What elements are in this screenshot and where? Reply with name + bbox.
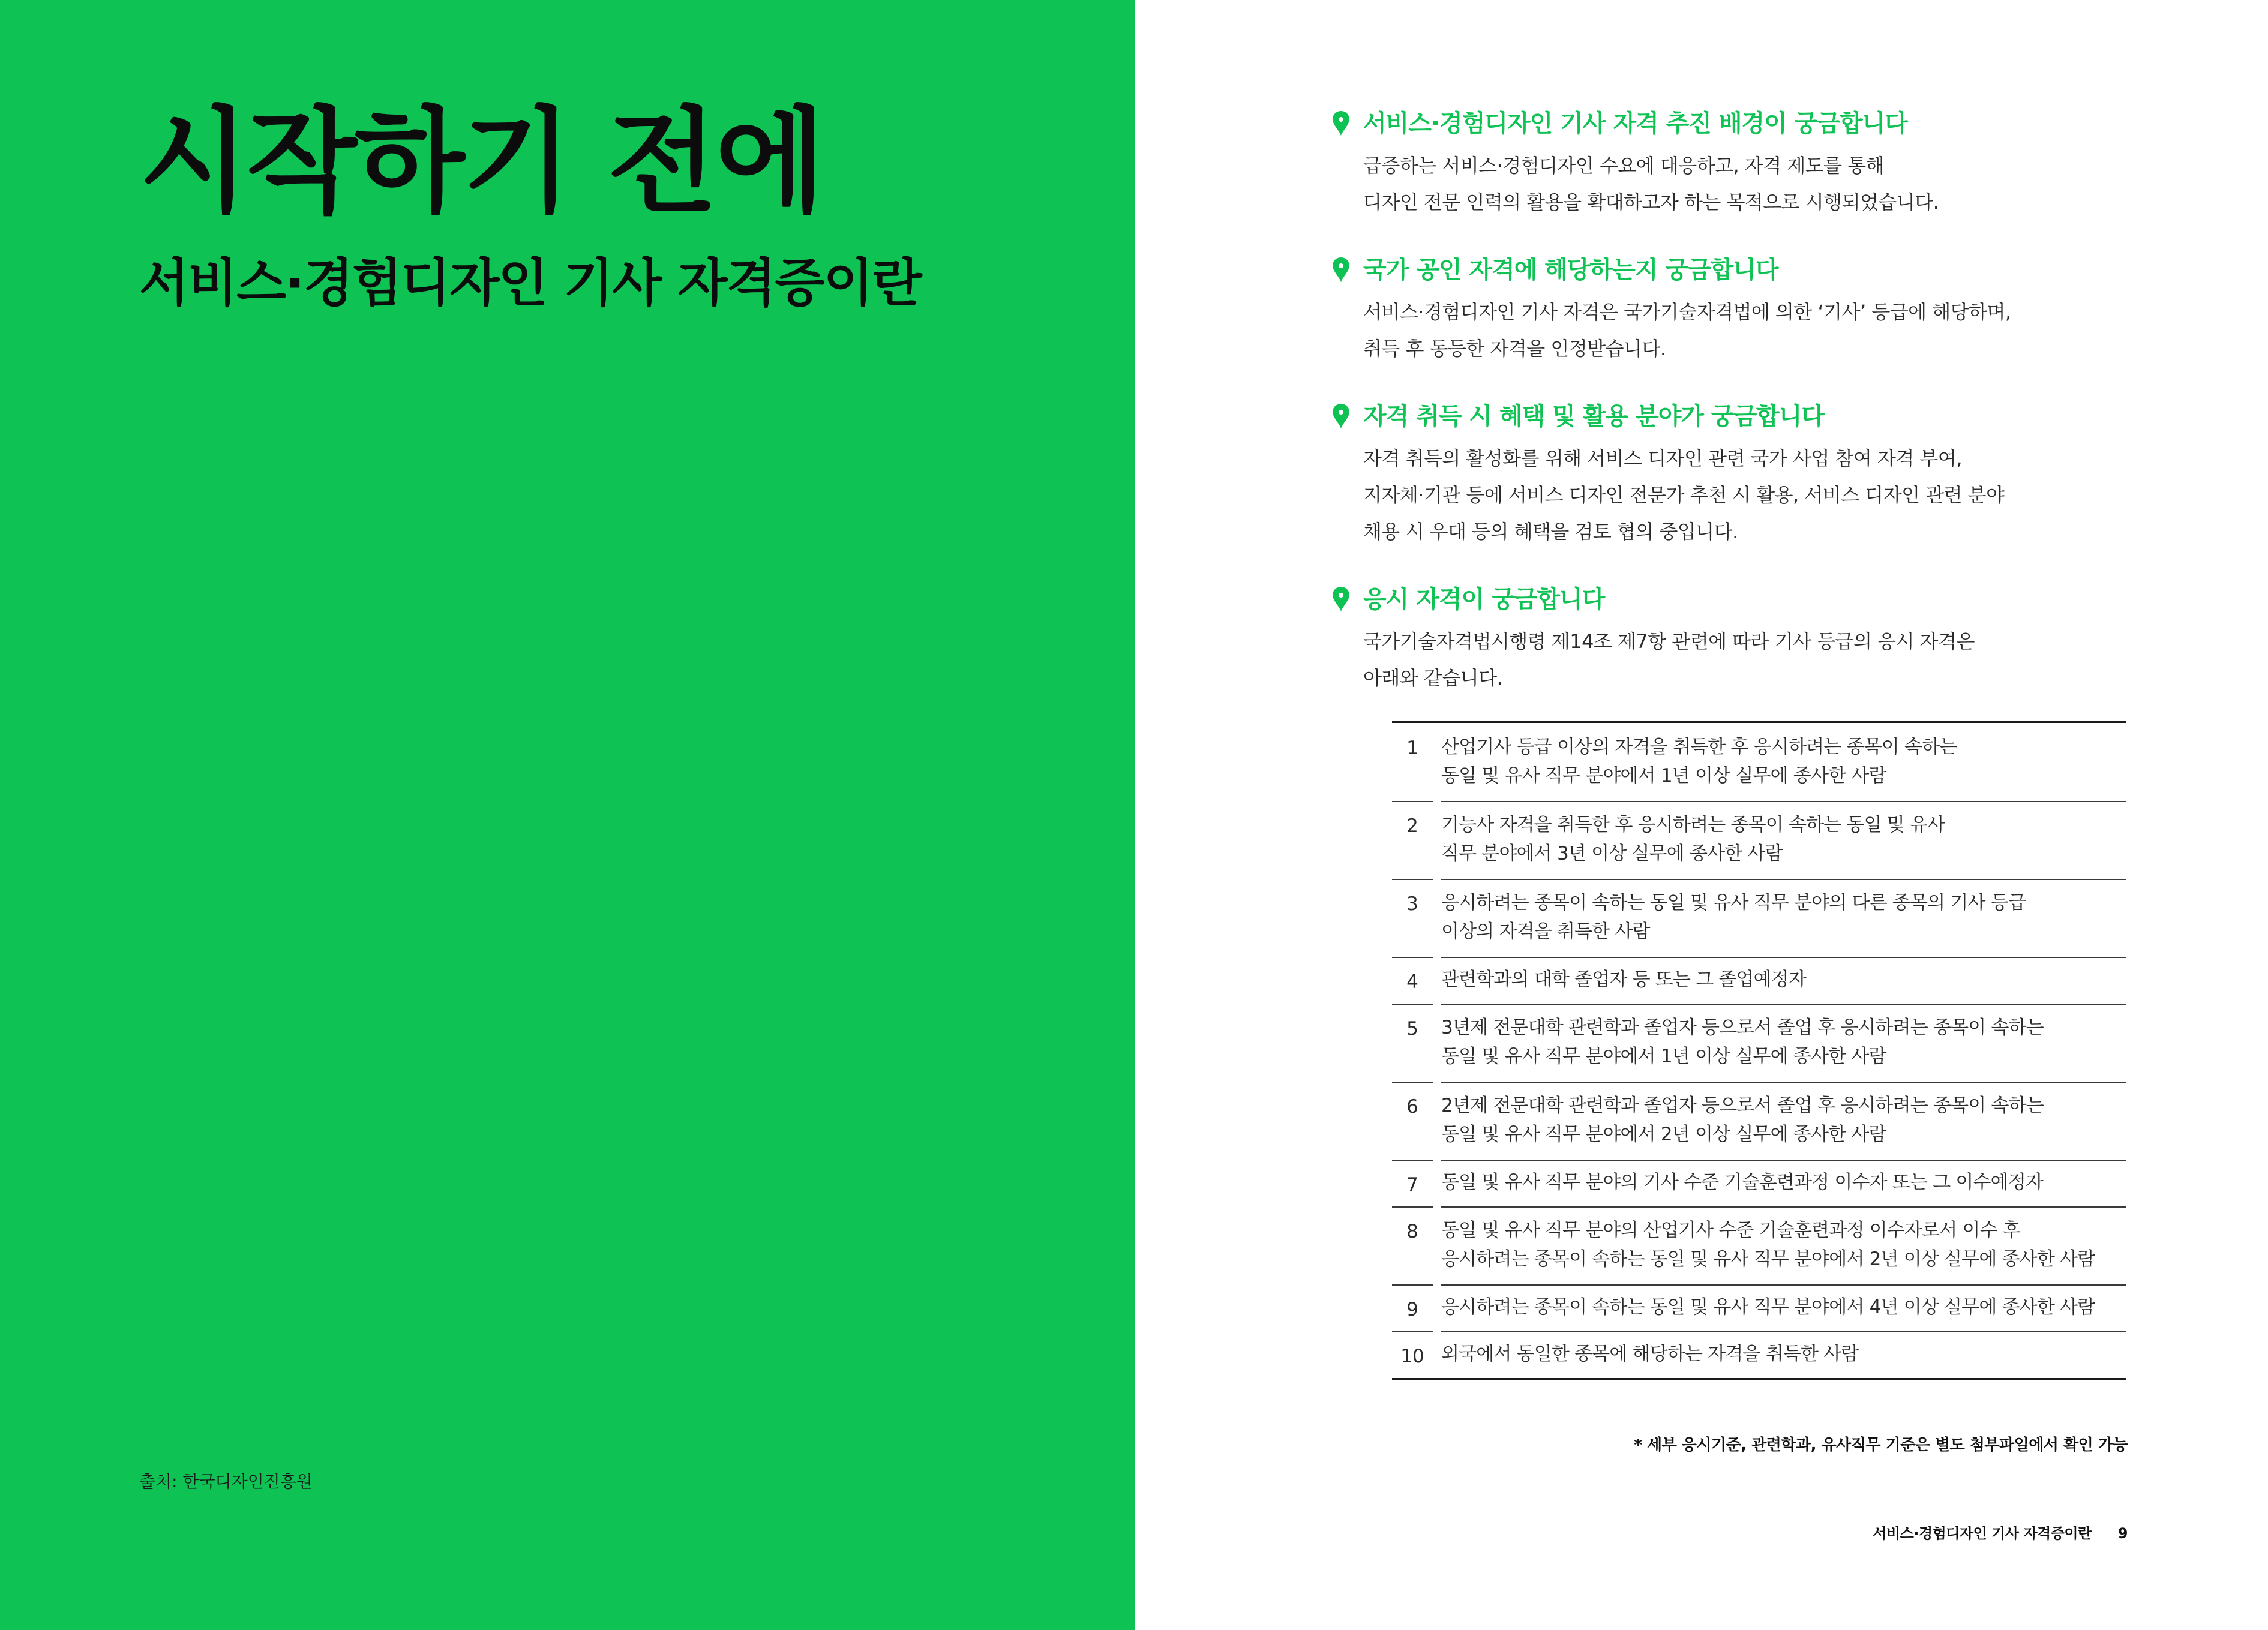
page-number: 9 (2117, 1525, 2128, 1542)
faq-question (1363, 585, 2203, 614)
table-row (1392, 801, 2126, 879)
table-row (1392, 1206, 2126, 1284)
row-text-line: 동일 및 유사 직무 분야의 기사 수준 기술훈련과정 이수자 또는 그 이수예정자 (1441, 1172, 2044, 1193)
faq-question (1363, 256, 2203, 284)
table-row (1392, 957, 2126, 1004)
footnote: * 세부 응시기준, 관련학과, 유사직무 기준은 별도 첨부파일에서 확인 가능 (1634, 1436, 2128, 1454)
location-pin-icon (1332, 257, 1350, 283)
row-text (1441, 1331, 2126, 1378)
faq-answer-line: 채용 시 우대 등의 혜택을 검토 협의 중입니다. (1363, 520, 1738, 543)
row-text-line: 응시하려는 종목이 속하는 동일 및 유사 직무 분야의 다른 종목의 기사 등급 (1441, 892, 2026, 914)
faq-answer-line: 서비스·경험디자인 기사 자격은 국가기술자격법에 의한 ‘기사’ 등급에 해당하며, (1363, 301, 2011, 323)
row-number: 7 (1406, 1174, 1418, 1196)
row-text-line: 동일 및 유사 직무 분야의 산업기사 수준 기술훈련과정 이수자로서 이수 후 (1441, 1220, 2020, 1241)
row-text-line: 동일 및 유사 직무 분야에서 2년 이상 실무에 종사한 사람 (1441, 1124, 1886, 1145)
page-footer (1873, 1521, 2128, 1542)
table-row (1392, 1160, 2126, 1206)
row-number: 8 (1406, 1221, 1418, 1242)
row-text-line: 이상의 자격을 취득한 사람 (1441, 921, 1650, 942)
row-text-line: 외국에서 동일한 종목에 해당하는 자격을 취득한 사람 (1441, 1343, 1859, 1365)
table-row (1392, 1082, 2126, 1160)
row-text (1441, 801, 2126, 879)
faq-answer (1363, 623, 2203, 697)
faq-answer-line: 자격 취득의 활성화를 위해 서비스 디자인 관련 국가 사업 참여 자격 부여, (1363, 447, 1963, 470)
faq-item-background (1363, 109, 2203, 221)
faq-item-certification (1363, 256, 2203, 367)
faq-question-text: 자격 취득 시 혜택 및 활용 분야가 궁금합니다 (1363, 403, 1824, 430)
row-text (1441, 1160, 2126, 1206)
row-number: 9 (1406, 1299, 1418, 1320)
faq-answer (1363, 148, 2203, 221)
row-text (1441, 879, 2126, 957)
faq-answer-line: 디자인 전문 인력의 활용을 확대하고자 하는 목적으로 시행되었습니다. (1363, 191, 1939, 214)
faq-answer (1363, 440, 2203, 550)
row-number: 5 (1406, 1018, 1418, 1040)
row-number: 1 (1406, 737, 1418, 759)
row-text-line: 응시하려는 종목이 속하는 동일 및 유사 직무 분야에서 2년 이상 실무에 종사한 사람 (1441, 1248, 2095, 1270)
row-text (1441, 1206, 2126, 1284)
table-row (1392, 1004, 2126, 1082)
row-text (1441, 1284, 2126, 1331)
row-text-line: 동일 및 유사 직무 분야에서 1년 이상 실무에 종사한 사람 (1441, 765, 1886, 787)
faq-question (1363, 402, 2203, 431)
table-row (1392, 879, 2126, 957)
faq-answer-line: 급증하는 서비스·경험디자인 수요에 대응하고, 자격 제도를 통해 (1363, 154, 1885, 177)
location-pin-icon (1332, 111, 1350, 136)
faq-answer (1363, 294, 2203, 367)
faq-answer-line: 국가기술자격법시행령 제14조 제7항 관련에 따라 기사 등급의 응시 자격은 (1363, 630, 1975, 653)
faq-item-eligibility (1363, 585, 2203, 697)
row-text-line: 2년제 전문대학 관련학과 졸업자 등으로서 졸업 후 응시하려는 종목이 속하는 (1441, 1095, 2044, 1116)
row-text (1441, 957, 2126, 1004)
table-row (1392, 1331, 2126, 1378)
row-number: 10 (1400, 1346, 1424, 1367)
faq-answer-line: 아래와 같습니다. (1363, 667, 1503, 689)
eligibility-table (1392, 721, 2126, 1380)
row-text-line: 관련학과의 대학 졸업자 등 또는 그 졸업예정자 (1441, 969, 1807, 990)
table-row (1392, 723, 2126, 801)
row-text-line: 3년제 전문대학 관련학과 졸업자 등으로서 졸업 후 응시하려는 종목이 속하는 (1441, 1017, 2044, 1038)
faq-question-text: 국가 공인 자격에 해당하는지 궁금합니다 (1363, 256, 1778, 284)
faq-answer-line: 취득 후 동등한 자격을 인정받습니다. (1363, 337, 1666, 360)
row-number: 6 (1406, 1096, 1418, 1118)
page-title: 시작하기 전에 (139, 95, 823, 228)
table-row (1392, 1284, 2126, 1331)
faq-answer-line: 지자체·기관 등에 서비스 디자인 전문가 추천 시 활용, 서비스 디자인 관련 분야 (1363, 484, 2005, 506)
row-number: 3 (1406, 893, 1418, 915)
location-pin-icon (1332, 404, 1350, 429)
row-text-line: 산업기사 등급 이상의 자격을 취득한 후 응시하려는 종목이 속하는 (1441, 736, 1957, 758)
row-text-line: 응시하려는 종목이 속하는 동일 및 유사 직무 분야에서 4년 이상 실무에 종사한 사람 (1441, 1296, 2095, 1318)
faq-question (1363, 109, 2203, 138)
row-number: 2 (1406, 815, 1418, 837)
footer-title: 서비스·경험디자인 기사 자격증이란 (1873, 1525, 2092, 1542)
page-subtitle: 서비스·경험디자인 기사 자격증이란 (139, 253, 921, 313)
faq-item-benefits (1363, 402, 2203, 550)
row-text (1441, 723, 2126, 801)
row-text (1441, 1004, 2126, 1082)
row-number: 4 (1406, 971, 1418, 993)
row-text-line: 직무 분야에서 3년 이상 실무에 종사한 사람 (1441, 843, 1783, 864)
row-text (1441, 1082, 2126, 1160)
location-pin-icon (1332, 587, 1350, 612)
row-text-line: 기능사 자격을 취득한 후 응시하려는 종목이 속하는 동일 및 유사 (1441, 814, 1945, 836)
row-text-line: 동일 및 유사 직무 분야에서 1년 이상 실무에 종사한 사람 (1441, 1046, 1886, 1067)
faq-question-text: 서비스·경험디자인 기사 자격 추진 배경이 궁금합니다 (1363, 110, 1907, 137)
source-credit: 출처: 한국디자인진흥원 (139, 1472, 313, 1491)
faq-question-text: 응시 자격이 궁금합니다 (1363, 586, 1605, 613)
